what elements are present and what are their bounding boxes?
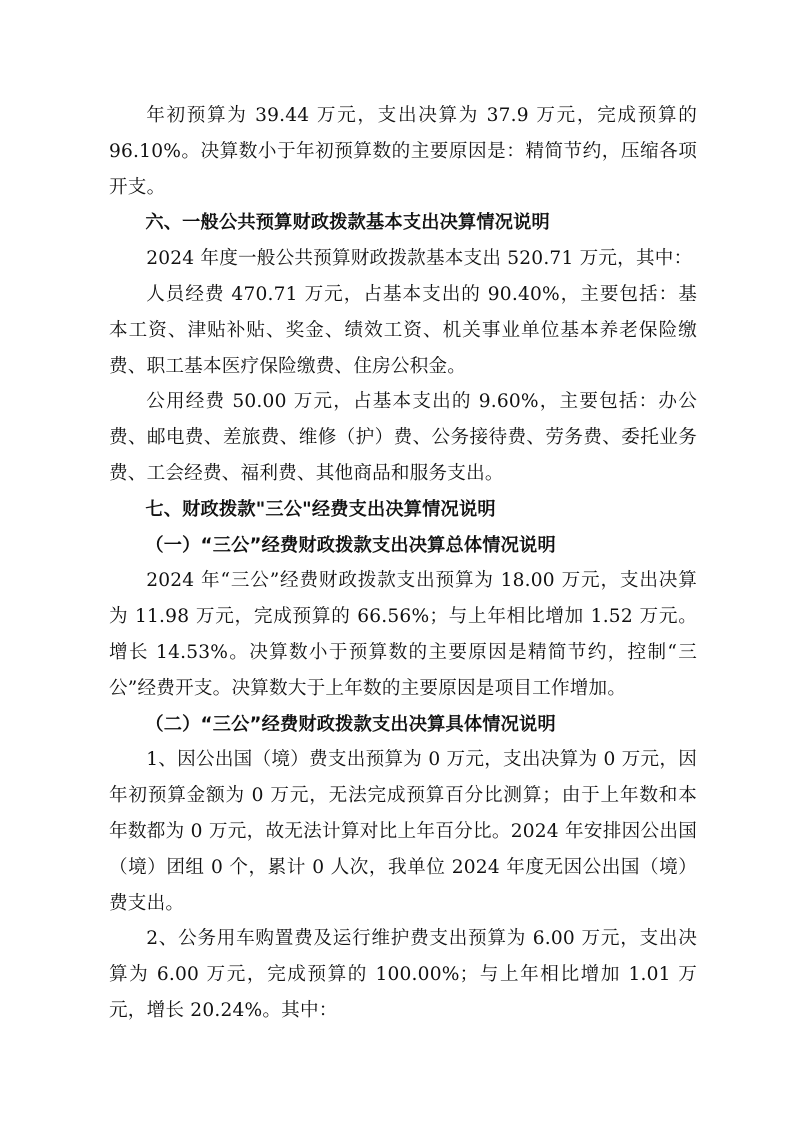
paragraph-budget-completion: 年初预算为 39.44 万元，支出决算为 37.9 万元，完成预算的 96.10%。决算数小于年初预算数的主要原因是：精简节约，压缩各项开支。 (109, 105, 697, 198)
paragraph-personnel-expenses: 人员经费 470.71 万元，占基本支出的 90.40%，主要包括：基本工资、津贴补贴、奖金、绩效工资、机关事业单位基本养老保险缴费、职工基本医疗保险缴费、住房公积金。 (109, 283, 697, 377)
subsection-heading-7-2: （二）“三公”经费财政拨款支出决算具体情况说明 (145, 713, 556, 735)
paragraph-official-vehicles: 2、公务用车购置费及运行维护费支出预算为 6.00 万元，支出决算为 6.00 万元，完成预算的 100.00%；与上年相比增加 1.01 万元，增长 20.24%。其中： (109, 928, 697, 1021)
paragraph-basic-expenditure: 2024 年度一般公共预算财政拨款基本支出 520.71 万元，其中： (146, 248, 693, 270)
section-heading-6: 六、一般公共预算财政拨款基本支出决算情况说明 (145, 212, 550, 234)
paragraph-overseas-travel: 1、因公出国（境）费支出预算为 0 万元，支出决算为 0 万元，因年初预算金额为 0 万元，无法完成预算百分比测算；由于上年数和本年数都为 0 万元，故无法计算对比上年百分比。2024 年安排因公出国（境）团组 0 个，累计 0 人次，我单位 2024 年度无因公出国（境）费支出。 (109, 749, 697, 914)
subsection-heading-7-1: （一）“三公”经费财政拨款支出决算总体情况说明 (145, 534, 556, 556)
paragraph-public-expenses: 公用经费 50.00 万元，占基本支出的 9.60%，主要包括：办公费、邮电费、差旅费、维修（护）费、公务接待费、劳务费、委托业务费、工会经费、福利费、其他商品和服务支出。 (109, 391, 697, 484)
section-heading-7: 七、财政拨款"三公"经费支出决算情况说明 (145, 498, 496, 520)
document-page (109, 98, 697, 1029)
paragraph-three-public-overall: 2024 年“三公”经费财政拨款支出预算为 18.00 万元，支出决算为 11.98 万元，完成预算的 66.56%；与上年相比增加 1.52 万元。增长 14.53%。决算数小于预算数的主要原因是精简节约，控制“三公”经费开支。决算数大于上年数的主要原因是项目工作增加。 (109, 570, 697, 699)
